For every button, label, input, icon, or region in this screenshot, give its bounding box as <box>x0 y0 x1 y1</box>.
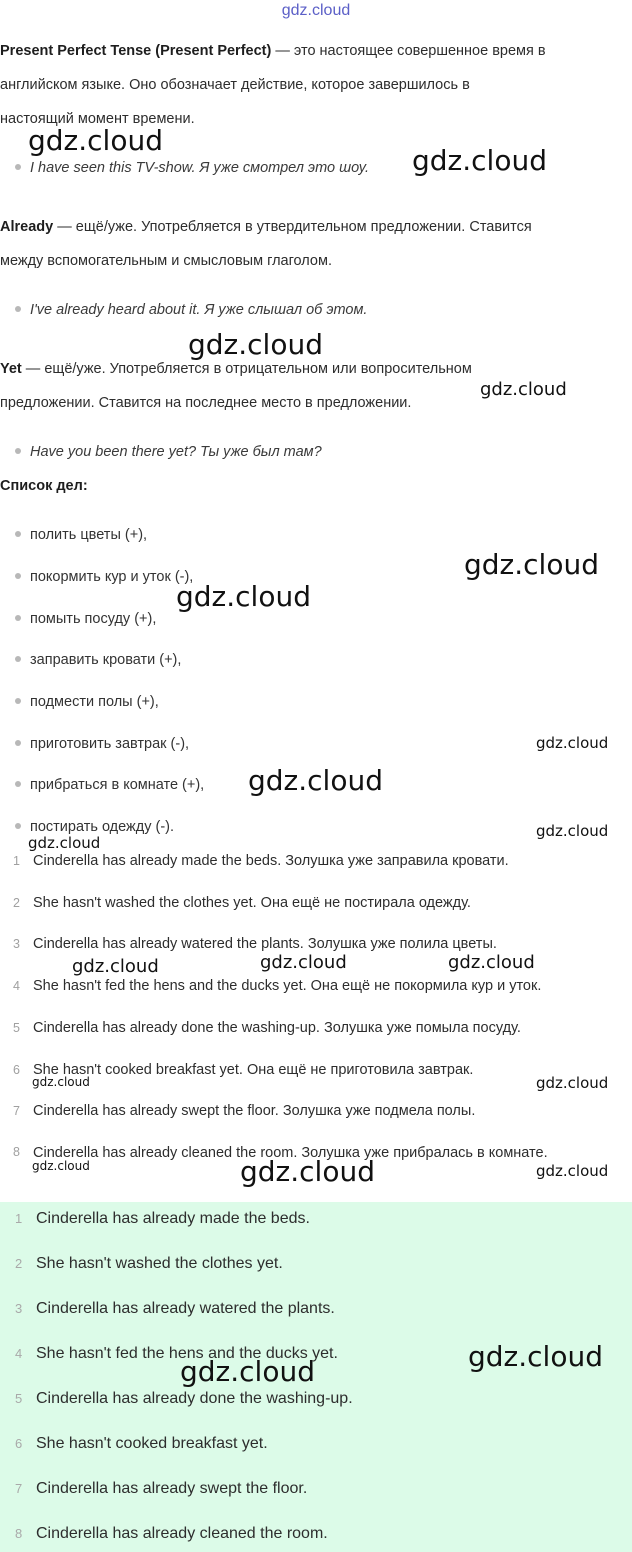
already-line-2: между вспомогательным и смысловым глаголом. <box>0 253 332 269</box>
item-number: 5 <box>13 1021 20 1035</box>
watermark: gdz.cloud <box>180 1355 315 1388</box>
todo-item <box>0 777 204 793</box>
answer-item <box>0 1480 307 1498</box>
watermark: gdz.cloud <box>176 580 311 613</box>
example-text: I've already heard about it. Я уже слышал об этом. <box>30 302 368 318</box>
example-text: Have you been there yet? Ты уже был там? <box>30 444 322 460</box>
watermark: gdz.cloud <box>536 734 609 752</box>
bullet-icon <box>15 306 21 312</box>
answer-item <box>0 1435 268 1453</box>
bullet-icon <box>15 615 21 621</box>
todo-item <box>0 527 147 543</box>
todo-item-text: приготовить завтрак (-), <box>30 736 190 752</box>
watermark: gdz.cloud <box>240 1155 375 1188</box>
answer-item <box>0 1210 310 1228</box>
already-definition <box>0 210 630 278</box>
watermark: gdz.cloud <box>260 952 347 973</box>
watermark: gdz.cloud <box>28 124 163 157</box>
already-term: Already <box>0 219 54 235</box>
sentence-item <box>0 851 630 871</box>
answer-item <box>0 1255 283 1273</box>
bullet-icon <box>15 448 21 454</box>
item-number: 2 <box>13 896 20 910</box>
answer-text: She hasn't cooked breakfast yet. <box>36 1435 268 1452</box>
present-perfect-term: Present Perfect Tense (Present Perfect) <box>0 43 272 59</box>
definition-line-2: английском языке. Оно обозначает действие, которое завершилось в <box>0 77 470 93</box>
todo-item-text: постирать одежду (-). <box>30 819 175 835</box>
item-number: 8 <box>15 1526 23 1541</box>
item-number: 5 <box>15 1391 23 1406</box>
site-logo[interactable]: gdz.cloud <box>281 2 351 19</box>
sentence-text: She hasn't cooked breakfast yet. Она ещё не приготовила завтрак. <box>33 1062 474 1078</box>
answer-text: Cinderella has already done the washing-up. <box>36 1390 353 1407</box>
watermark: gdz.cloud <box>536 1162 609 1180</box>
yet-line-2: предложении. Ставится на последнее место в предложении. <box>0 395 412 411</box>
sentence-text: Cinderella has already swept the floor. Золушка уже подмела полы. <box>33 1103 476 1119</box>
sentence-text: She hasn't fed the hens and the ducks yet. Она ещё не покормила кур и уток. <box>33 978 542 994</box>
item-number: 6 <box>13 1063 20 1077</box>
example-text: I have seen this TV-show. Я уже смотрел это шоу. <box>30 160 370 176</box>
watermark: gdz.cloud <box>248 764 383 797</box>
answer-text: Cinderella has already cleaned the room. <box>36 1525 328 1542</box>
todo-item <box>0 819 174 835</box>
yet-term: Yet <box>0 361 22 377</box>
answer-item <box>0 1525 328 1543</box>
todo-item <box>0 611 156 627</box>
sentence-item <box>0 934 630 954</box>
yet-line-1: — ещё/уже. Употребляется в отрицательном или вопросительном <box>21 361 472 377</box>
todo-item-text: полить цветы (+), <box>30 527 148 543</box>
bullet-icon <box>15 573 21 579</box>
sentence-text: She hasn't washed the clothes yet. Она ещё не постирала одежду. <box>33 895 471 911</box>
bullet-icon <box>15 531 21 537</box>
bullet-icon <box>15 740 21 746</box>
answer-text: She hasn't washed the clothes yet. <box>36 1255 283 1272</box>
item-number: 2 <box>15 1256 23 1271</box>
bullet-icon <box>15 656 21 662</box>
item-number: 6 <box>15 1436 23 1451</box>
already-line-1: — ещё/уже. Употребляется в утвердительном предложении. Ставится <box>53 219 532 235</box>
bullet-icon <box>15 781 21 787</box>
todo-heading: Список дел: <box>0 478 88 494</box>
present-perfect-definition <box>0 34 630 136</box>
sentence-item <box>0 976 630 996</box>
todo-item <box>0 652 181 668</box>
todo-item <box>0 569 193 585</box>
item-number: 3 <box>13 937 20 951</box>
watermark: gdz.cloud <box>464 548 599 581</box>
sentence-text: Cinderella has already watered the plants. Золушка уже полила цветы. <box>33 936 497 952</box>
sentence-item <box>0 893 630 913</box>
watermark: gdz.cloud <box>32 1075 90 1089</box>
answer-text: Cinderella has already swept the floor. <box>36 1480 308 1497</box>
watermark: gdz.cloud <box>536 1074 609 1092</box>
item-number: 7 <box>15 1481 23 1496</box>
sentence-text: Cinderella has already made the beds. Золушка уже заправила кровати. <box>33 853 509 869</box>
item-number: 8 <box>13 1145 20 1159</box>
item-number: 1 <box>15 1211 23 1226</box>
watermark: gdz.cloud <box>468 1340 603 1373</box>
todo-item-text: заправить кровати (+), <box>30 652 182 668</box>
watermark: gdz.cloud <box>188 328 323 361</box>
item-number: 7 <box>13 1104 20 1118</box>
definition-line-3: настоящий момент времени. <box>0 111 195 127</box>
item-number: 3 <box>15 1301 23 1316</box>
watermark: gdz.cloud <box>448 952 535 973</box>
sentence-item <box>0 1018 630 1038</box>
item-number: 4 <box>13 979 20 993</box>
watermark: gdz.cloud <box>412 144 547 177</box>
definition-line-1: — это настоящее совершенное время в <box>271 43 546 59</box>
answer-item <box>0 1390 353 1408</box>
sentence-text: Cinderella has already done the washing-up. Золушка уже помыла посуду. <box>33 1020 521 1036</box>
sentence-text: Cinderella has already cleaned the room. Золушка уже прибралась в комнате. <box>33 1145 548 1161</box>
todo-item-text: подмести полы (+), <box>30 694 159 710</box>
todo-item-text: покормить кур и уток (-), <box>30 569 194 585</box>
todo-item-text: прибраться в комнате (+), <box>30 777 205 793</box>
item-number: 4 <box>15 1346 23 1361</box>
watermark: gdz.cloud <box>28 834 101 852</box>
item-number: 1 <box>13 854 20 868</box>
watermark: gdz.cloud <box>480 379 567 400</box>
yet-example <box>0 444 630 460</box>
already-example <box>0 302 630 318</box>
sentence-item <box>0 1101 630 1121</box>
answer-text: Cinderella has already watered the plants. <box>36 1300 335 1317</box>
watermark: gdz.cloud <box>32 1159 90 1173</box>
bullet-icon <box>15 164 21 170</box>
watermark: gdz.cloud <box>536 822 609 840</box>
todo-item-text: помыть посуду (+), <box>30 611 157 627</box>
bullet-icon <box>15 698 21 704</box>
bullet-icon <box>15 823 21 829</box>
answer-text: She hasn't fed the hens and the ducks yet. <box>36 1345 338 1362</box>
todo-item <box>0 694 159 710</box>
todo-item <box>0 736 189 752</box>
answer-item <box>0 1300 335 1318</box>
watermark: gdz.cloud <box>72 956 159 977</box>
answer-text: Cinderella has already made the beds. <box>36 1210 310 1227</box>
